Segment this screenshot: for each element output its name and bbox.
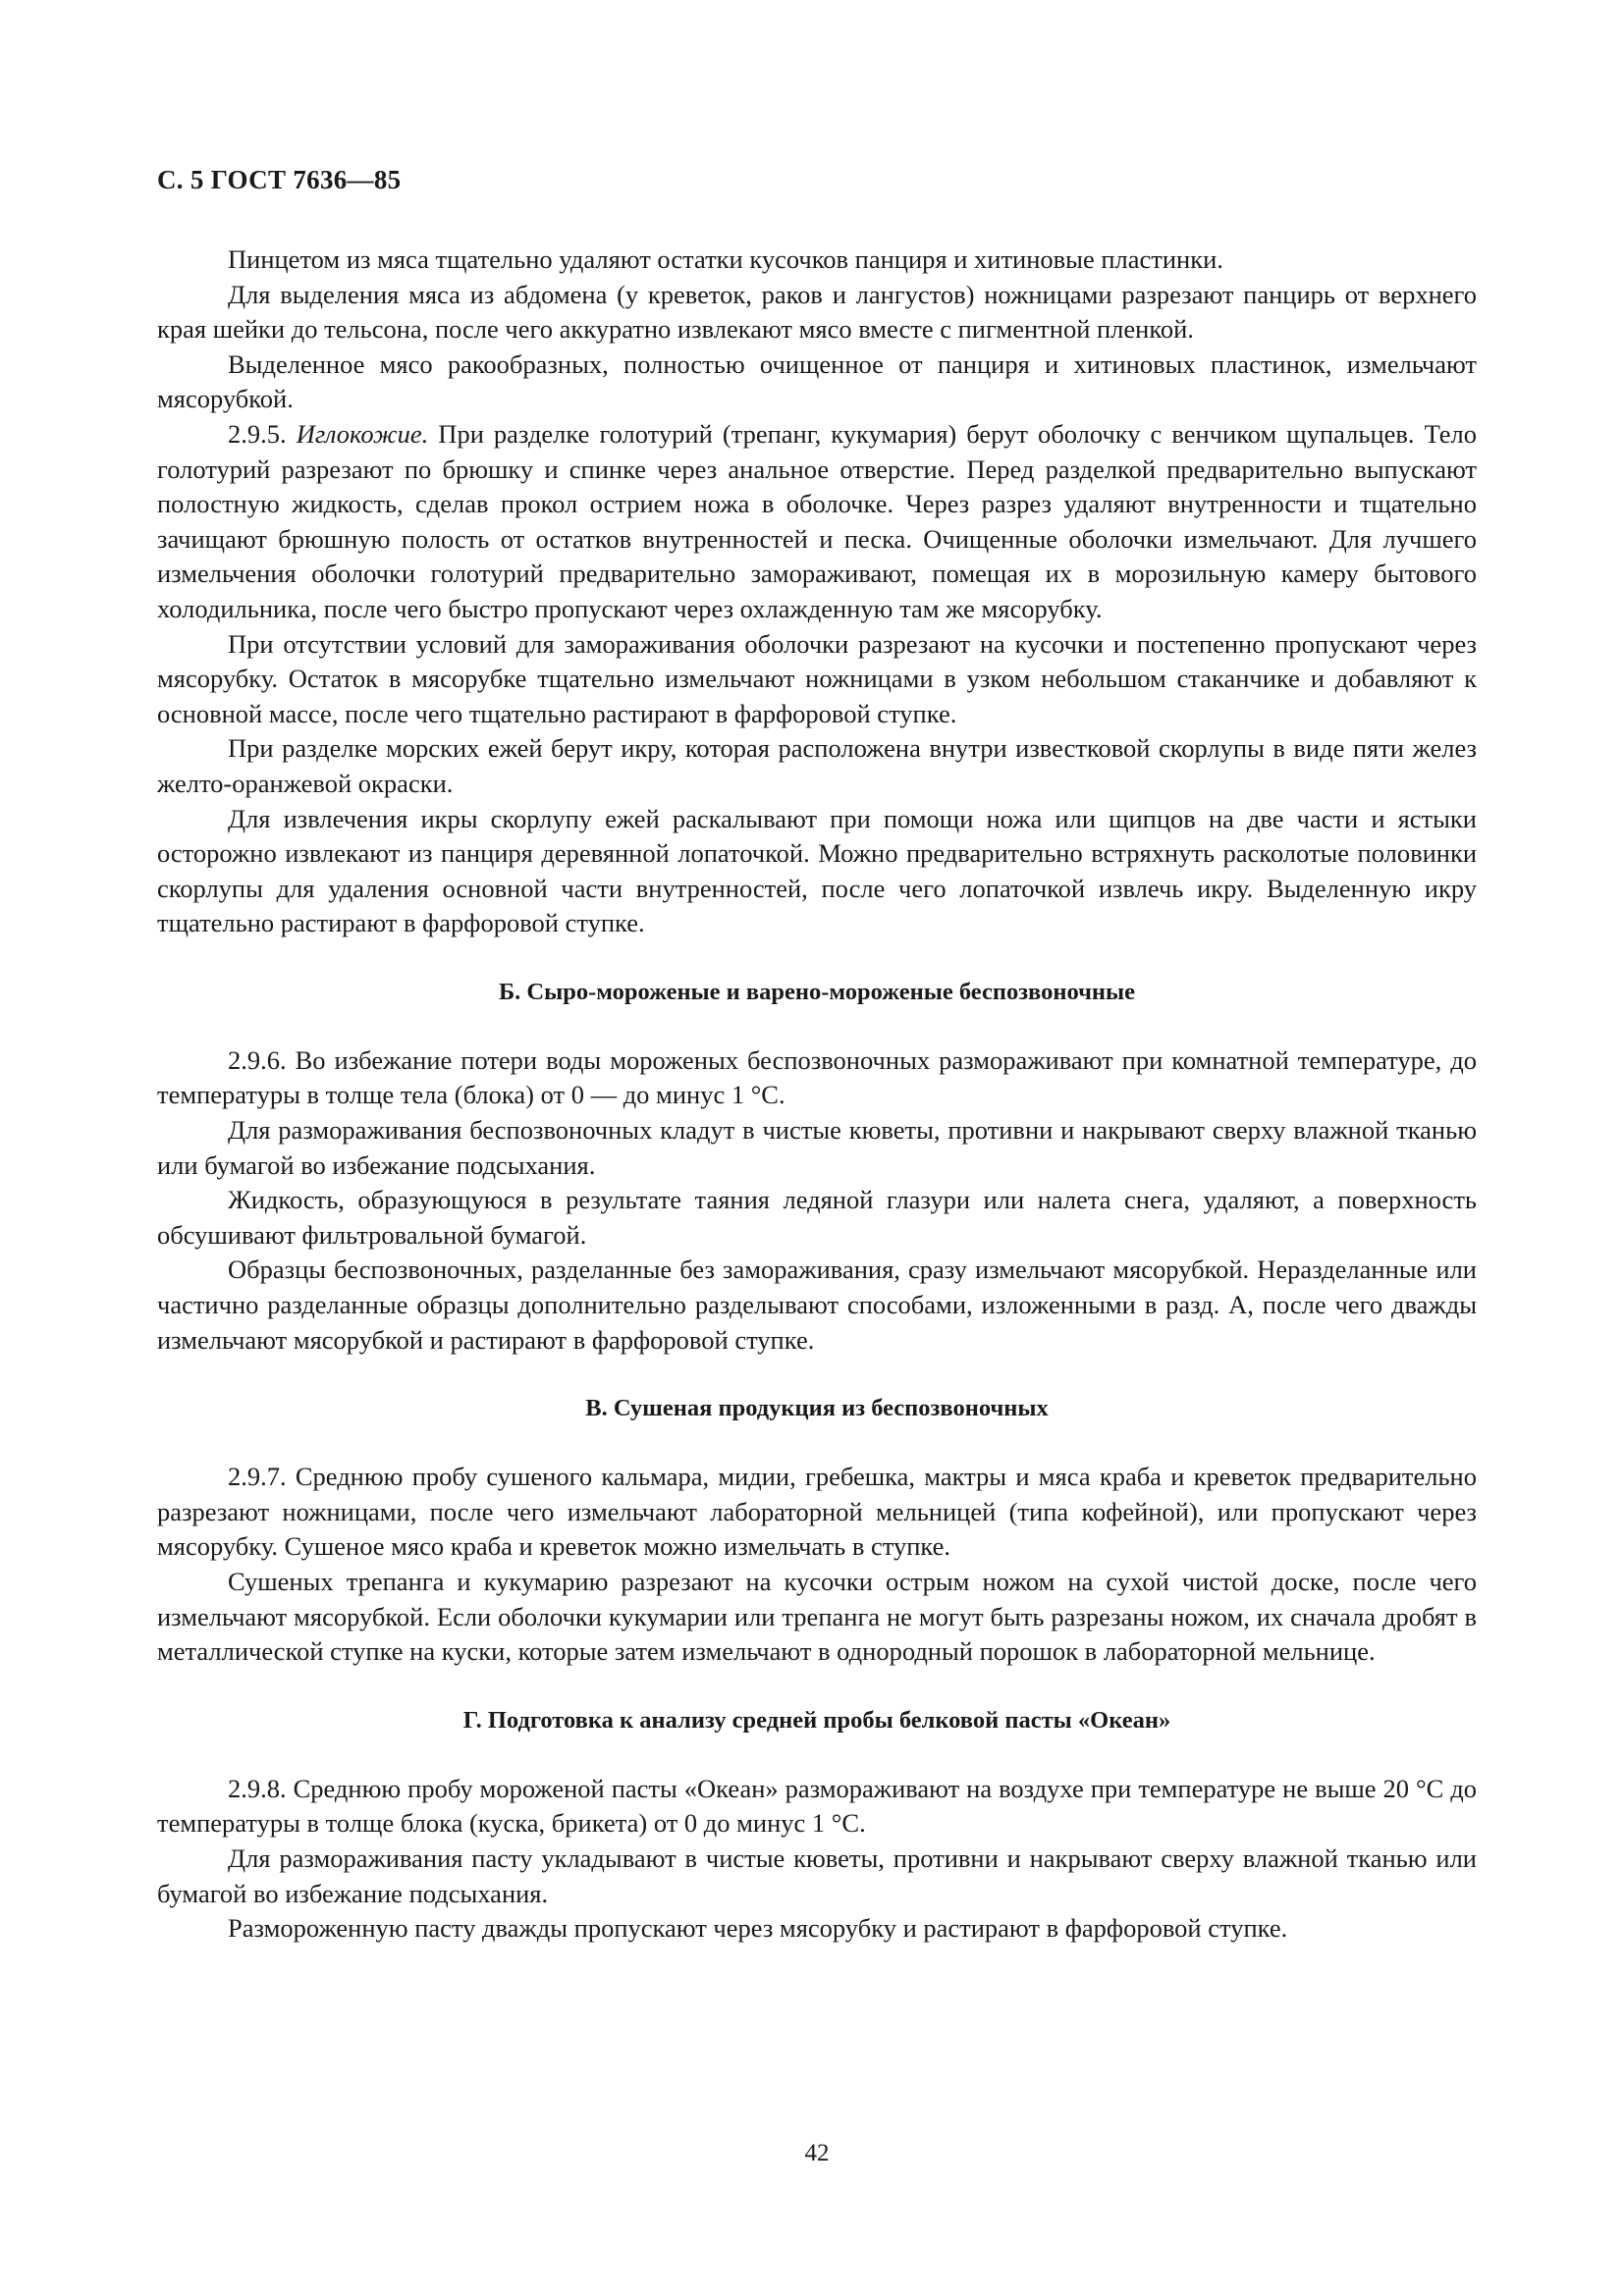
paragraph: Сушеных трепанга и кукумарию разрезают на кусочки острым ножом на сухой чистой доске, после чего измельчают мясорубкой. Если оболочки кукумарии или трепанга не могут быть разрезаны ножом, их сначала дробят в металлической ступке на куски, которые затем измельчают в однородный порошок в лабораторной мельнице. [157,1567,1477,1667]
running-head: С. 5 ГОСТ 7636—85 [157,165,402,194]
paragraph: Для извлечения икры скорлупу ежей раскалывают при помощи ножа или щипцов на две части и ястыки осторожно извлекают из панциря деревянной лопаточкой. Можно предварительно встряхнуть расколотые половинки скорлупы для удаления основной части внутренностей, после чего лопаточкой извлечь икру. Выделенную икру тщательно растирают в фарфоровой ступке. [157,803,1477,938]
page-number: 42 [804,2140,830,2166]
section-heading-v: В. Сушеная продукция из беспозвоночных [585,1395,1049,1422]
paragraph: Образцы беспозвоночных, разделанные без замораживания, сразу измельчают мясорубкой. Неразделанные или частично разделанные образцы дополнительно разделывают способами, изложенными в разд. А, после чего дважды измельчают мясорубкой и растирают в фарфоровой ступке. [157,1255,1477,1355]
paragraph: Выделенное мясо ракообразных, полностью очищенное от панциря и хитиновых пластинок, измельчают мясорубкой. [157,348,1477,414]
document-page [157,0,1477,2296]
paragraph: Для выделения мяса из абдомена (у креветок, раков и лангустов) ножницами разрезают панцирь от верхнего края шейки до тельсона, после чего аккуратно извлекают мясо вместе с пигментной пленкой. [157,279,1477,345]
clause-number: 2.9.5. [228,418,297,449]
paragraph-text: При разделке голотурий (трепанг, кукумария) берут оболочку с венчиком щупальцев. Тело голотурий разрезают по брюшку и спинке через анальное отверстие. Перед разделкой предварительно выпускают полостную жидкость, сделав прокол острием ножа в оболочке. Через разрез удаляют внутренности и тщательно зачищают брюшную полость от остатков внутренностей и песка. Очищенные оболочки измельчают. Для лучшего измельчения оболочки голотурий предварительно замораживают, помещая их в морозильную камеру бытового холодильника, после чего быстро пропускают через охлажденную там же мясорубку. [157,418,1478,623]
section-heading-g: Г. Подготовка к анализу средней пробы белковой пасты «Океан» [462,1706,1171,1734]
paragraph: Пинцетом из мяса тщательно удаляют остатки кусочков панциря и хитиновые пластинки. [228,244,1223,274]
paragraph: Размороженную пасту дважды пропускают через мясорубку и растирают в фарфоровой ступке. [228,1913,1288,1944]
paragraph: 2.9.6. Во избежание потери воды мороженых беспозвоночных размораживают при комнатной температуре, до температуры в толще тела (блока) от 0 — до минус 1 °С. [157,1044,1477,1110]
body-text [157,242,1477,1947]
paragraph: При разделке морских ежей берут икру, которая расположена внутри известковой скорлупы в виде пяти желез желто-оранжевой окраски. [157,733,1477,798]
paragraph: Жидкость, образующуюся в результате таяния ледяной глазури или налета снега, удаляют, а поверхность обсушивают фильтровальной бумагой. [157,1185,1477,1250]
paragraph-2-9-5 [157,417,1477,627]
paragraph: Для размораживания беспозвоночных кладут в чистые кюветы, противни и накрывают сверху влажной тканью или бумагой во избежание подсыхания. [157,1115,1477,1180]
section-heading-b: Б. Сыро-мороженые и варено-мороженые беспозвоночные [498,978,1136,1005]
paragraph: 2.9.8. Среднюю пробу мороженой пасты «Океан» размораживают на воздухе при температуре не выше 20 °С до температуры в толще блока (куска, брикета) от 0 до минус 1 °С. [157,1773,1477,1839]
paragraph: Для размораживания пасту укладывают в чистые кюветы, противни и накрывают сверху влажной тканью или бумагой во избежание подсыхания. [157,1842,1477,1908]
clause-title: Иглокожие. [296,418,429,449]
paragraph: 2.9.7. Среднюю пробу сушеного кальмара, мидии, гребешка, мактры и мяса краба и креветок предварительно разрезают ножницами, после чего измельчают лабораторной мельницей (типа кофейной), или пропускают через мясорубку. Сушеное мясо краба и креветок можно измельчать в ступке. [157,1462,1477,1562]
paragraph: При отсутствии условий для замораживания оболочки разрезают на кусочки и постепенно пропускают через мясорубку. Остаток в мясорубке тщательно измельчают ножницами в узком небольшом стаканчике и добавляют к основной массе, после чего тщательно растирают в фарфоровой ступке. [157,628,1477,728]
